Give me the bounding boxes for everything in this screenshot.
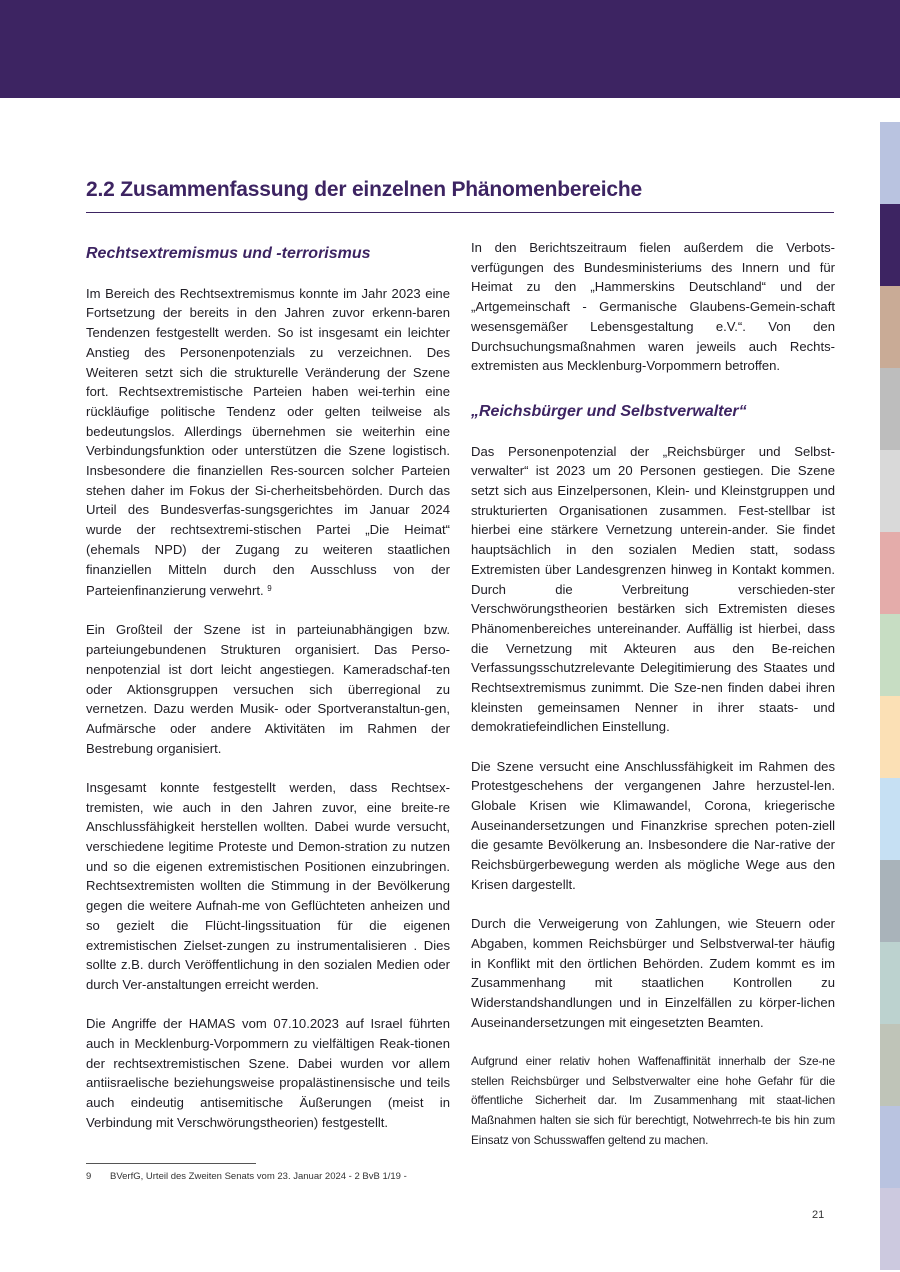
chapter-tab	[880, 1188, 900, 1270]
paragraph: Durch die Verweigerung von Zahlungen, wie Steuern oder Abgaben, kommen Reichsbürger und Selbstverwal-ter häufig in Konflikt mit den örtlichen Behörden. Zudem kommt es im Zusammenhang mit staatlichen Kontrollen zu Widerstandshandlungen und in Einzelfällen zu körper-lichen Auseinandersetzungen mit eingesetzten Beamten.	[471, 916, 835, 1030]
footnote-rule	[86, 1163, 256, 1164]
header-band	[0, 0, 900, 98]
chapter-tab	[880, 532, 900, 614]
chapter-tab	[880, 204, 900, 286]
left-column	[86, 238, 450, 1152]
paragraph: Die Szene versucht eine Anschlussfähigkeit im Rahmen des Protestgeschehens der vergangenen Jahre herzustel-len. Globale Krisen wie Klimawandel, Corona, kriegerische Auseinandersetzungen und Finanzkrise sprechen poten-ziell die gesamte Bevölkerung an. Insbesondere die Nar-rative der Reichsbürgerbewegung werden als mögliche Wege aus den Krisen dargestellt.	[471, 758, 835, 892]
paragraph: Ein Großteil der Szene ist in parteiunabhängigen bzw. parteiungebundenen Strukturen organisiert. Das Perso-nenpotenzial ist dort leicht angestiegen. Kameradschaf-ten oder Aktionsgruppen versuchen sich überregional zu vernetzen. Dazu werden Musik- oder Sportveranstaltun-gen, Aufmärsche oder andere Aktivitäten im Rahmen der Bestrebung organisiert.	[86, 622, 450, 756]
paragraph: In den Berichtszeitraum fielen außerdem die Verbots-verfügungen des Bundesministeriums des Innern und für Heimat zu den „Hammerskins Deutschland“ und der „Artgemeinschaft - Germanische Glaubens-Gemein-schaft wesensgemäßer Lebensgestaltung e.V.“. Von den Durchsuchungsmaßnahmen waren jeweils auch Rechts-extremisten aus Mecklenburg-Vorpommern betroffen.	[471, 240, 835, 374]
chapter-tab	[880, 860, 900, 942]
chapter-tab	[880, 368, 900, 450]
chapter-tab	[880, 778, 900, 860]
title-rule	[86, 212, 834, 213]
footnote-text: BVerfG, Urteil des Zweiten Senats vom 23. Januar 2024 - 2 BvB 1/19 -	[110, 1171, 407, 1182]
chapter-tabs	[880, 122, 900, 1270]
chapter-tab	[880, 450, 900, 532]
chapter-tab	[880, 696, 900, 778]
paragraph: Die Angriffe der HAMAS vom 07.10.2023 auf Israel führten auch in Mecklenburg-Vorpommern zu vielfältigen Reak-tionen der rechtsextremistischen Szene. Dabei wurden vor allem antiisraelische beziehungsweise propalästinensische und teils auch eindeutig antisemitische Äußerungen (meist in Verbindung mit Verschwörungstheorien) festgestellt.	[86, 1016, 450, 1130]
chapter-tab	[880, 286, 900, 368]
heading-rechtsextremismus: Rechtsextremismus und -terrorismus	[86, 245, 371, 262]
chapter-tab	[880, 1106, 900, 1188]
paragraph-text: Im Bereich des Rechtsextremismus konnte im Jahr 2023 eine Fortsetzung der bereits in den Jahren zuvor erkenn-baren Tendenzen festgestellt werden. So ist insgesamt ein leichter Anstieg des Personenpotenzials zu verzeichnen. Des Weiteren setzt sich die strukturelle Veränderung der Szene fort. Rechtsextremistische Parteien haben wei-terhin eine rückläufige politische Tendenz oder gelten teilweise als bedeutungslos. Allerdings übernehmen sie weiterhin eine Verbindungsfunktion oder unterstützen die Szene logistisch. Insbesondere die finanziellen Res-sourcen solcher Parteien stehen daher im Fokus der Si-cherheitsbehörden. Durch das Urteil des Bundesverfas-sungsgerichtes im Januar 2024 wurde der rechtsextremi-stischen Partei „Die Heimat“ (ehemals NPD) der Zugang zu weiteren staatlichen finanziellen Mitteln durch den Ausschluss von der Parteienfinanzierung verwehrt.	[86, 285, 450, 599]
section-title: 2.2 Zusammenfassung der einzelnen Phänomenbereiche	[86, 178, 643, 201]
chapter-tab	[880, 1024, 900, 1106]
paragraph: Aufgrund einer relativ hohen Waffenaffinität innerhalb der Sze-ne stellen Reichsbürger und Selbstverwalter eine hohe Gefahr für die öffentliche Sicherheit dar. Im Zusammenhang mit staat-lichen Maßnahmen halten sie sich für berechtigt, Notwehrrech-te bis hin zum Einsatz von Schusswaffen geltend zu machen.	[471, 1053, 835, 1147]
chapter-tab	[880, 122, 900, 204]
paragraph: Das Personenpotenzial der „Reichsbürger und Selbst-verwalter“ ist 2023 um 20 Personen gestiegen. Die Szene setzt sich aus Einzelpersonen, Klein- und Kleinstgruppen und strukturierten Organisationen zusammen. Fest-stellbar ist hierbei eine stärkere Vernetzung unterein-ander. Sie findet hauptsächlich in den sozialen Medien statt, sodass Extremisten über Landesgrenzen hinweg in Kontakt kommen. Durch die Verbreitung verschieden-ster Verschwörungstheorien bestärken sich Extremisten dieses Phänomenbereiches untereinander. Auffällig ist hierbei, dass die Vernetzung mit Akteuren aus den Be-reichen Verfassungsschutzrelevante Delegitimierung des Staates und Rechtsextremismus zunimmt. Die Sze-nen finden dabei ihren kleinsten gemeinsamen Nenner in ihrer staats- und demokratiefeindlichen Einstellung.	[471, 443, 835, 735]
footnote-number: 9	[86, 1171, 92, 1182]
right-column	[471, 238, 835, 1170]
heading-reichsbuerger: „Reichsbürger und Selbstverwalter“	[471, 402, 747, 420]
paragraph: Insgesamt konnte festgestellt werden, dass Rechtsex-tremisten, wie auch in den Jahren zuvor, eine breite-re Anschlussfähigkeit herstellen wollten. Dabei wurde versucht, verschiedene legitime Proteste und Demon-stration zu nutzen und so die eigenen extremistischen Positionen einzubringen. Rechtsextremisten wollten die Stimmung in der Bevölkerung gegen die weitere Aufnah-me von Geflüchteten anheizen und so gezielt die Flücht-lingssituation für die eigenen extremistischen Zielset-zungen zu instrumentalisieren . Dies sollte z.B. durch Veröffentlichung in den sozialen Medien oder durch Ver-anstaltungen erreicht werden.	[86, 779, 450, 992]
footnote-ref[interactable]: 9	[267, 584, 272, 594]
footnote	[86, 1171, 407, 1182]
page-number: 21	[812, 1209, 825, 1221]
chapter-tab	[880, 614, 900, 696]
chapter-tab	[880, 942, 900, 1024]
paragraph	[86, 284, 450, 601]
